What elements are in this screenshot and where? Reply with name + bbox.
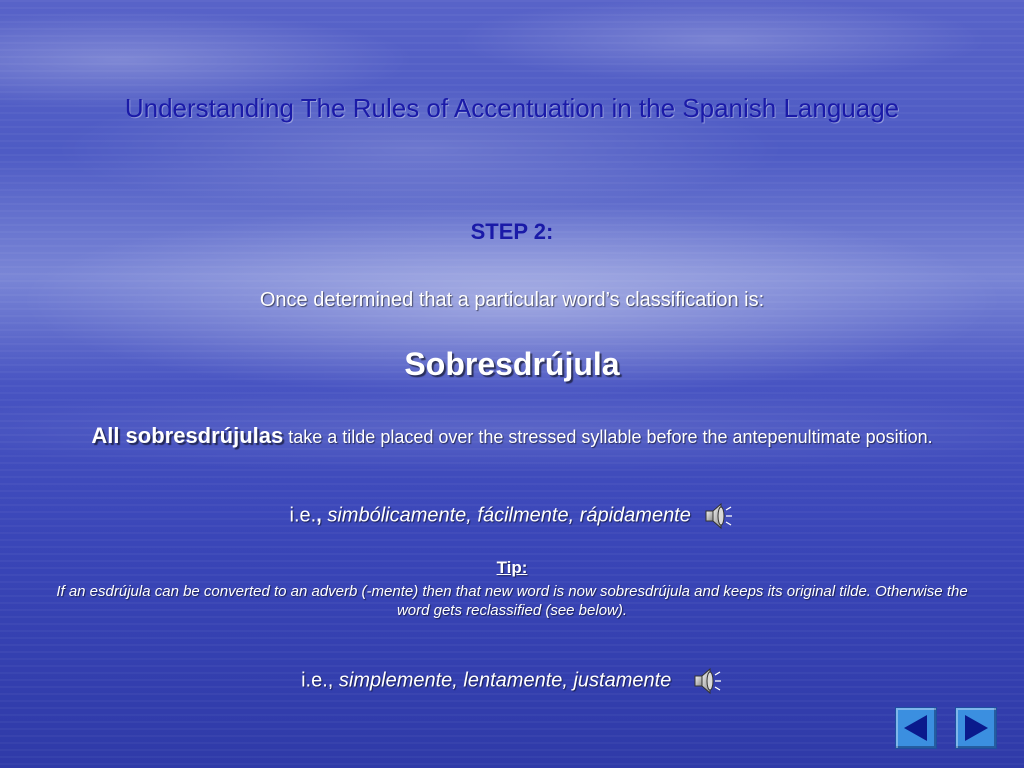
speaker-icon[interactable] <box>691 665 723 697</box>
example-line-1 <box>0 500 1024 532</box>
example-words: simbólicamente, fácilmente, rápidamente <box>327 504 691 527</box>
rule-text: take a tilde placed over the stressed syllable before the antepenultimate position. <box>283 427 933 447</box>
example-line-2 <box>0 665 1024 697</box>
classification-word: Sobresdrújula <box>404 346 620 382</box>
example-prefix: i.e. <box>301 669 328 692</box>
example-prefix: i.e. <box>289 504 317 527</box>
rule-paragraph <box>60 424 964 449</box>
arrow-left-icon <box>896 708 936 748</box>
step-heading: STEP 2: <box>470 219 554 244</box>
example-comma: , <box>316 504 328 527</box>
example-comma: , <box>327 669 339 692</box>
arrow-right-icon <box>956 708 996 748</box>
tip-heading: Tip: <box>496 558 528 577</box>
tip-text: If an esdrújula can be converted to an adverb (-mente) then that new word is now sobresdrújula and keeps its original tilde. Otherwise the word gets reclassified (see below). <box>56 583 968 619</box>
speaker-icon[interactable] <box>702 500 734 532</box>
next-slide-button[interactable] <box>955 707 997 749</box>
slide-title: Understanding The Rules of Accentuation in the Spanish Language <box>124 93 900 123</box>
previous-slide-button[interactable] <box>895 707 937 749</box>
intro-text: Once determined that a particular word’s classification is: <box>259 289 765 311</box>
example-words: simplemente, lentamente, justamente <box>338 669 672 692</box>
rule-strong: All sobresdrújulas <box>91 423 284 448</box>
